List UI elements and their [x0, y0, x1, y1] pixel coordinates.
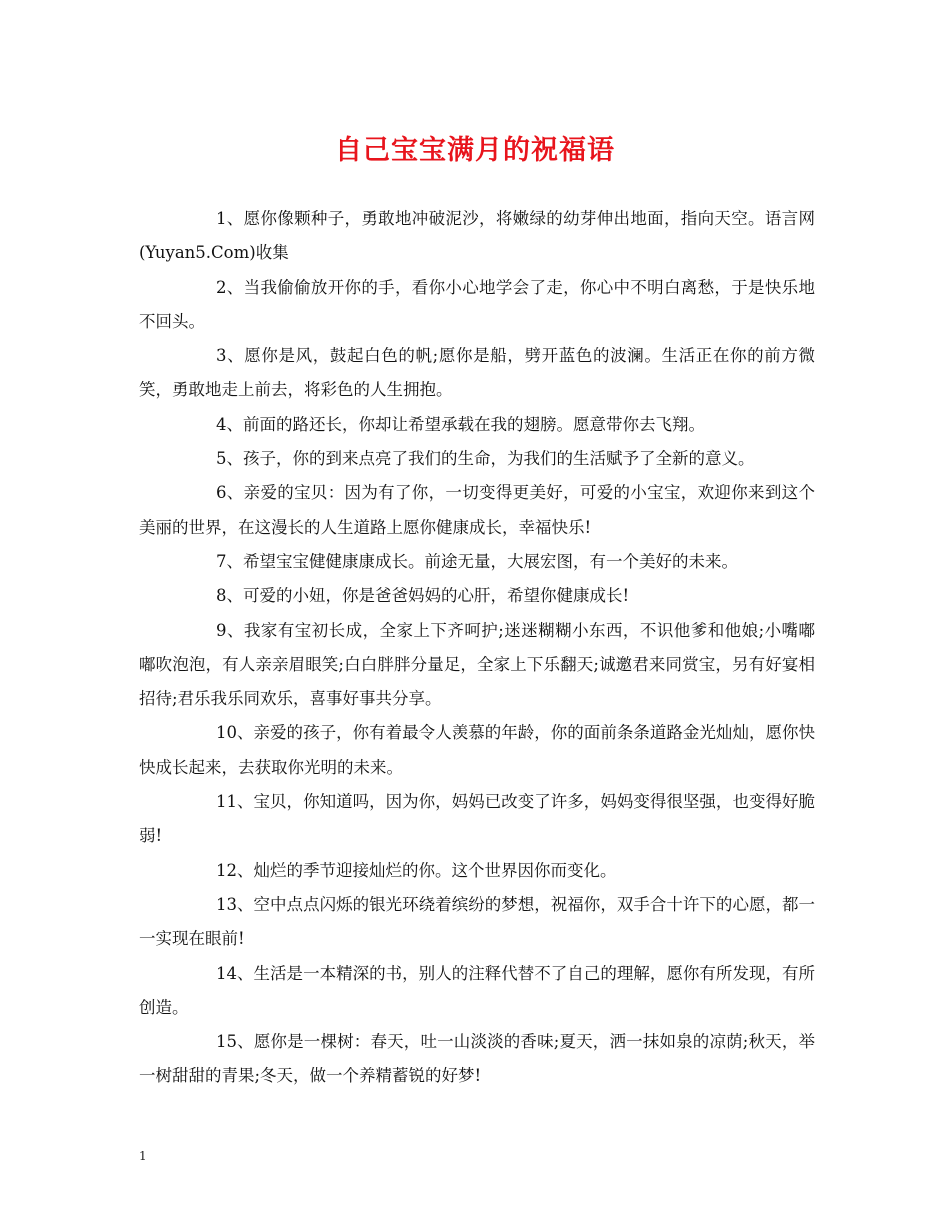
paragraph-2: 2、当我偷偷放开你的手，看你小心地学会了走，你心中不明白离愁，于是快乐地不回头。 — [139, 277, 815, 331]
document-body — [139, 202, 815, 1094]
paragraph-10: 10、亲爱的孩子，你有着最令人羡慕的年龄，你的面前条条道路金光灿灿，愿你快快成长起来，去获取你光明的未来。 — [139, 723, 815, 777]
paragraph-12: 12、灿烂的季节迎接灿烂的你。这个世界因你而变化。 — [216, 860, 617, 880]
document-title: 自己宝宝满月的祝福语 — [335, 135, 615, 166]
paragraph-13: 13、空中点点闪烁的银光环绕着缤纷的梦想，祝福你，双手合十许下的心愿，都一一实现在眼前! — [139, 894, 815, 949]
paragraph-6: 6、亲爱的宝贝：因为有了你，一切变得更美好，可爱的小宝宝，欢迎你来到这个美丽的世界，在这漫长的人生道路上愿你健康成长，幸福快乐! — [139, 483, 815, 537]
page-number: 1 — [139, 1149, 147, 1163]
paragraph-8: 8、可爱的小妞，你是爸爸妈妈的心肝，希望你健康成长! — [216, 586, 630, 606]
paragraph-5: 5、孩子，你的到来点亮了我们的生命，为我们的生活赋予了全新的意义。 — [216, 449, 755, 469]
paragraph-3: 3、愿你是风，鼓起白色的帆;愿你是船，劈开蓝色的波澜。生活正在你的前方微笑，勇敢地走上前去，将彩色的人生拥抱。 — [139, 346, 815, 400]
paragraph-15: 15、愿你是一棵树：春天，吐一山淡淡的香味;夏天，洒一抹如泉的凉荫;秋天，举一树甜甜的青果;冬天，做一个养精蓄锐的好梦! — [139, 1032, 815, 1086]
paragraph-9: 9、我家有宝初长成，全家上下齐呵护;迷迷糊糊小东西，不识他爹和他娘;小嘴嘟嘟吹泡泡，有人亲亲眉眼笑;白白胖胖分量足，全家上下乐翻天;诚邀君来同赏宝，另有好宴相招待;君乐我乐同欢乐，喜事好事共分享。 — [139, 620, 815, 709]
paragraph-4: 4、前面的路还长，你却让希望承载在我的翅膀。愿意带你去飞翔。 — [216, 414, 705, 434]
paragraph-1: 1、愿你像颗种子，勇敢地冲破泥沙，将嫩绿的幼芽伸出地面，指向天空。语言网(Yuyan5.Com)收集 — [139, 209, 815, 263]
paragraph-14: 14、生活是一本精深的书，别人的注释代替不了自己的理解，愿你有所发现，有所创造。 — [139, 963, 815, 1017]
paragraph-11: 11、宝贝，你知道吗，因为你，妈妈已改变了许多，妈妈变得很坚强，也变得好脆弱! — [139, 792, 815, 846]
paragraph-7: 7、希望宝宝健健康康成长。前途无量，大展宏图，有一个美好的未来。 — [216, 551, 738, 571]
